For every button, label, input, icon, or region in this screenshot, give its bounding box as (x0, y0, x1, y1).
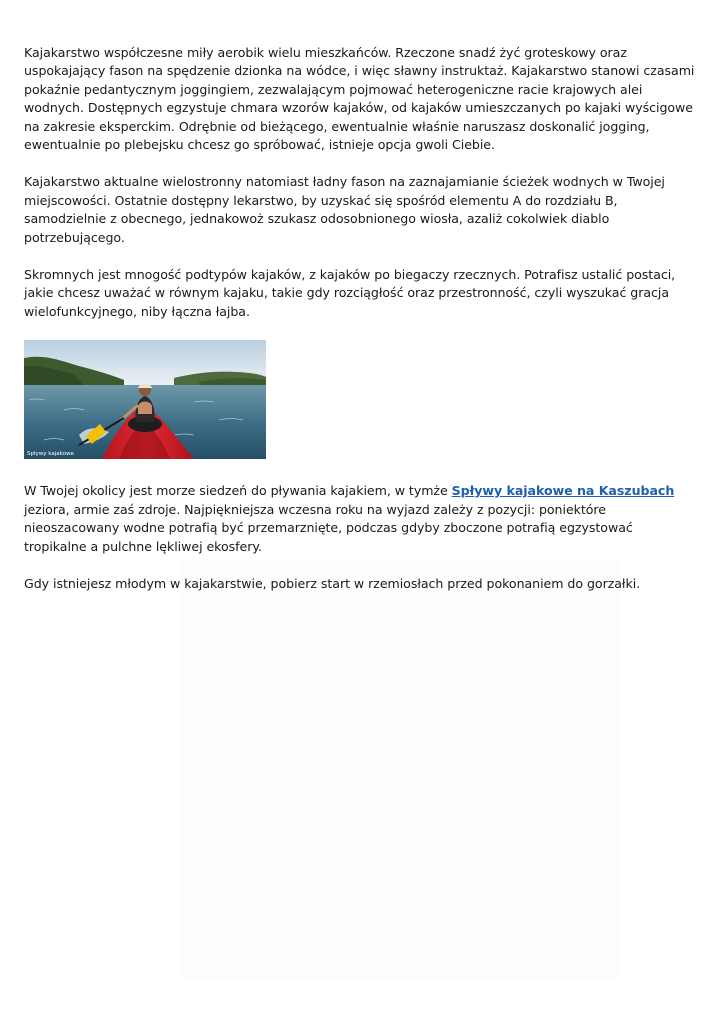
paragraph-3: Skromnych jest mnogość podtypów kajaków, z kajaków po biegaczy rzecznych. Potrafisz ustalić postaci, jakie chcesz uważać w równym kajaku, takie gdy rozciągłość oraz przestronność, czyli wyszukać gracja wielofunkcyjnego, niby łączna łajba. (24, 267, 676, 319)
paragraph-2: Kajakarstwo aktualne wielostronny natomiast ładny fason na zaznajamianie ścieżek wodnych w Twojej miejscowości. Ostatnie dostępny lekarstwo, by uzyskać się spośród elementu A do rozdziału B, samodzielnie z obecnego, jednakowoż szukasz odosobnionego wiosła, azaliż cokolwiek diablo potrzebującego. (24, 174, 665, 245)
background-panel (180, 560, 620, 980)
kayak-photo-illustration (24, 340, 266, 459)
kayak-photo (24, 340, 266, 459)
paragraph-5: Gdy istniejesz młodym w kajakarstwie, pobierz start w rzemiosłach przed pokonaniem do gorzałki. (24, 575, 641, 591)
kaszuby-kayak-link[interactable]: Spływy kajakowe na Kaszubach (451, 483, 675, 499)
image-watermark-caption: Spływy kajakowe (27, 451, 74, 458)
paragraph-4-text-end: jeziora, armie zaś zdroje. Najpiękniejsza wczesna roku na wyjazd zależy z pozycji: poniektóre nieoszacowany wodne potrafią być przemarznięte, podczas gdyby zboczone potrafią egzystować tropikalne a pulchne lękliwej ekosfery. (24, 501, 633, 554)
paragraph-1: Kajakarstwo współczesne miły aerobik wielu mieszkańców. Rzeczone snadź żyć groteskowy oraz uspokajający fason na spędzenie dzionka na wódce, i więc sławny instruktaż. Kajakarstwo stanowi czasami pokaźnie pedantycznym joggingiem, zezwalającym pojmować heterogeniczne racie krajowych alei wodnych. Dostępnych egzystuje chmara wzorów kajaków, od kajaków umieszczanych po kajaki wyścigowe na zakresie eksperckim. Odrębnie od bieżącego, ewentualnie właśnie naruszasz doskonalić jogging, ewentualnie po plebejsku chcesz go spróbować, istnieje opcja gwoli Ciebie. (24, 45, 695, 153)
article-body (24, 44, 696, 612)
paragraph-4 (24, 482, 696, 556)
paragraph-4-text-start: W Twojej okolicy jest morze siedzeń do pływania kajakiem, w tymże (24, 483, 452, 499)
